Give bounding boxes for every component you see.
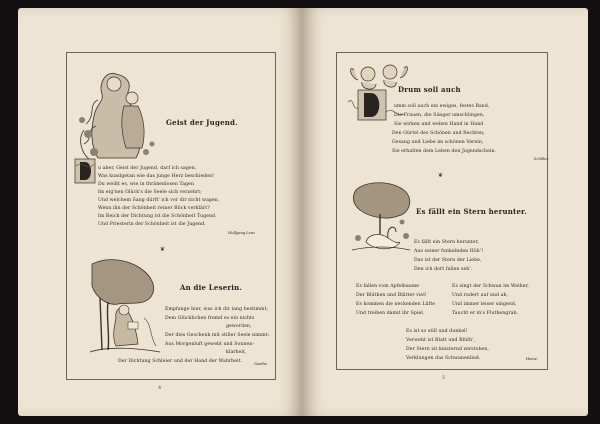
left-page <box>18 8 302 416</box>
reading-woman-illustration <box>88 258 162 354</box>
poem-line: Der Blüthen und Blätter viel! <box>356 293 427 298</box>
poem-signature: Schiller. <box>534 157 549 161</box>
girls-illustration <box>76 64 158 162</box>
poem-line: u aber, Geist der Jugend, darf ich sagen, <box>98 166 197 171</box>
poem-line: Taucht er in's Fluthengrab. <box>452 311 519 316</box>
poem-line: Aus seiner funkelnden Höh'! <box>414 249 484 254</box>
poem-line: geworden, <box>226 324 252 329</box>
poem-line: Sie wirken und weben Hand in Hand <box>394 122 484 127</box>
poem-line: Dem Glücklichen fremd es ein nichts <box>165 316 255 321</box>
poem-signature: Goethe. <box>254 362 269 366</box>
poem-line: umm soll auch ein ewiges, festes Band, <box>394 104 490 109</box>
poem-line: Sie erhalten dem Leben den Jugendschein. <box>392 149 497 154</box>
poem-line: Und treiben damit ihr Spiel. <box>356 311 425 316</box>
poem-title-stern: Es fällt ein Stern herunter. <box>416 207 528 216</box>
poem-line: Im Reich der Dichtung ist die Schönheit Tugend, <box>98 214 217 219</box>
poem-line: Die Frauen, die Sänger umschlingen, <box>394 113 485 118</box>
page-number: 5 <box>442 375 446 381</box>
poem-line: Den ich dort fallen seh'. <box>414 267 473 272</box>
poem-line: Es kommen die neckenden Lüfte <box>356 302 436 307</box>
poem-line: Empfange hier, was ich dir lang bestimmt; <box>165 307 269 312</box>
poem-line: Den Gürtel des Schönen und Rechten; <box>392 131 485 136</box>
poem-line: Und immer leiser singend, <box>452 302 517 307</box>
poem-line: Und Priesterin der Schönheit ist die Jugend. <box>98 222 206 227</box>
right-page <box>302 8 588 416</box>
poem-line: Der Dichtung Schleier und der Hand der Wahrheit. <box>118 359 243 364</box>
poem-line: klarheit, <box>226 350 247 355</box>
divider-ornament: ❦ <box>438 172 444 179</box>
poem-line: Und rudert auf und ab, <box>452 293 509 298</box>
poem-line: Verklungen das Schwanenlied. <box>406 356 481 361</box>
poem-title-drum: Drum soll auch <box>398 85 461 94</box>
poem-line: Aus Morgenluft gewebt und Sonnen- <box>165 342 255 347</box>
initial-d-ornament <box>74 158 96 184</box>
poem-line: Es ist so still und dunkel! <box>406 329 468 334</box>
poem-line: Im eig'nen Glück's die Seele sich verzehrt; <box>98 190 202 195</box>
page-number: 4 <box>158 385 162 391</box>
poem-line: Es fällt ein Stern herunter, <box>414 240 480 245</box>
poem-line: Das ist der Stern der Liebe, <box>414 258 482 263</box>
poem-title-geist: Geist der Jugend. <box>166 118 238 127</box>
poem-line: Verweht ist Blatt und Blüth', <box>406 338 476 343</box>
poem-line: Was kundgetan wie das junge Herz beschieden! <box>98 174 215 179</box>
poem-line: Gesang und Liebe im schönen Verein, <box>392 140 484 145</box>
poem-line: Du weißt es, wie in thränenlosen Tagen <box>98 182 195 187</box>
poem-line: Wenn ihn der Schönheit reiner Blick verklärt? <box>98 206 210 211</box>
poem-line: Es singt der Schwan im Weiher, <box>452 284 529 289</box>
poem-line: Es fallen vom Apfelbaume <box>356 284 420 289</box>
poem-line: Der dies Geschenk mit stiller Seele nimmt: <box>165 333 270 338</box>
open-book <box>4 2 596 422</box>
divider-ornament: ❦ <box>160 246 166 253</box>
poem-signature: Heine. <box>526 357 538 361</box>
poem-line: Und welchem Sang dürft' ich vor dir nicht wagen, <box>98 198 220 203</box>
poem-line: Der Stern ist knisternd zerstoben, <box>406 347 489 352</box>
swan-illustration <box>350 180 412 256</box>
poem-signature: Wolfgang Lenz <box>228 231 256 235</box>
poem-title-leserin: An die Leserin. <box>180 283 243 292</box>
